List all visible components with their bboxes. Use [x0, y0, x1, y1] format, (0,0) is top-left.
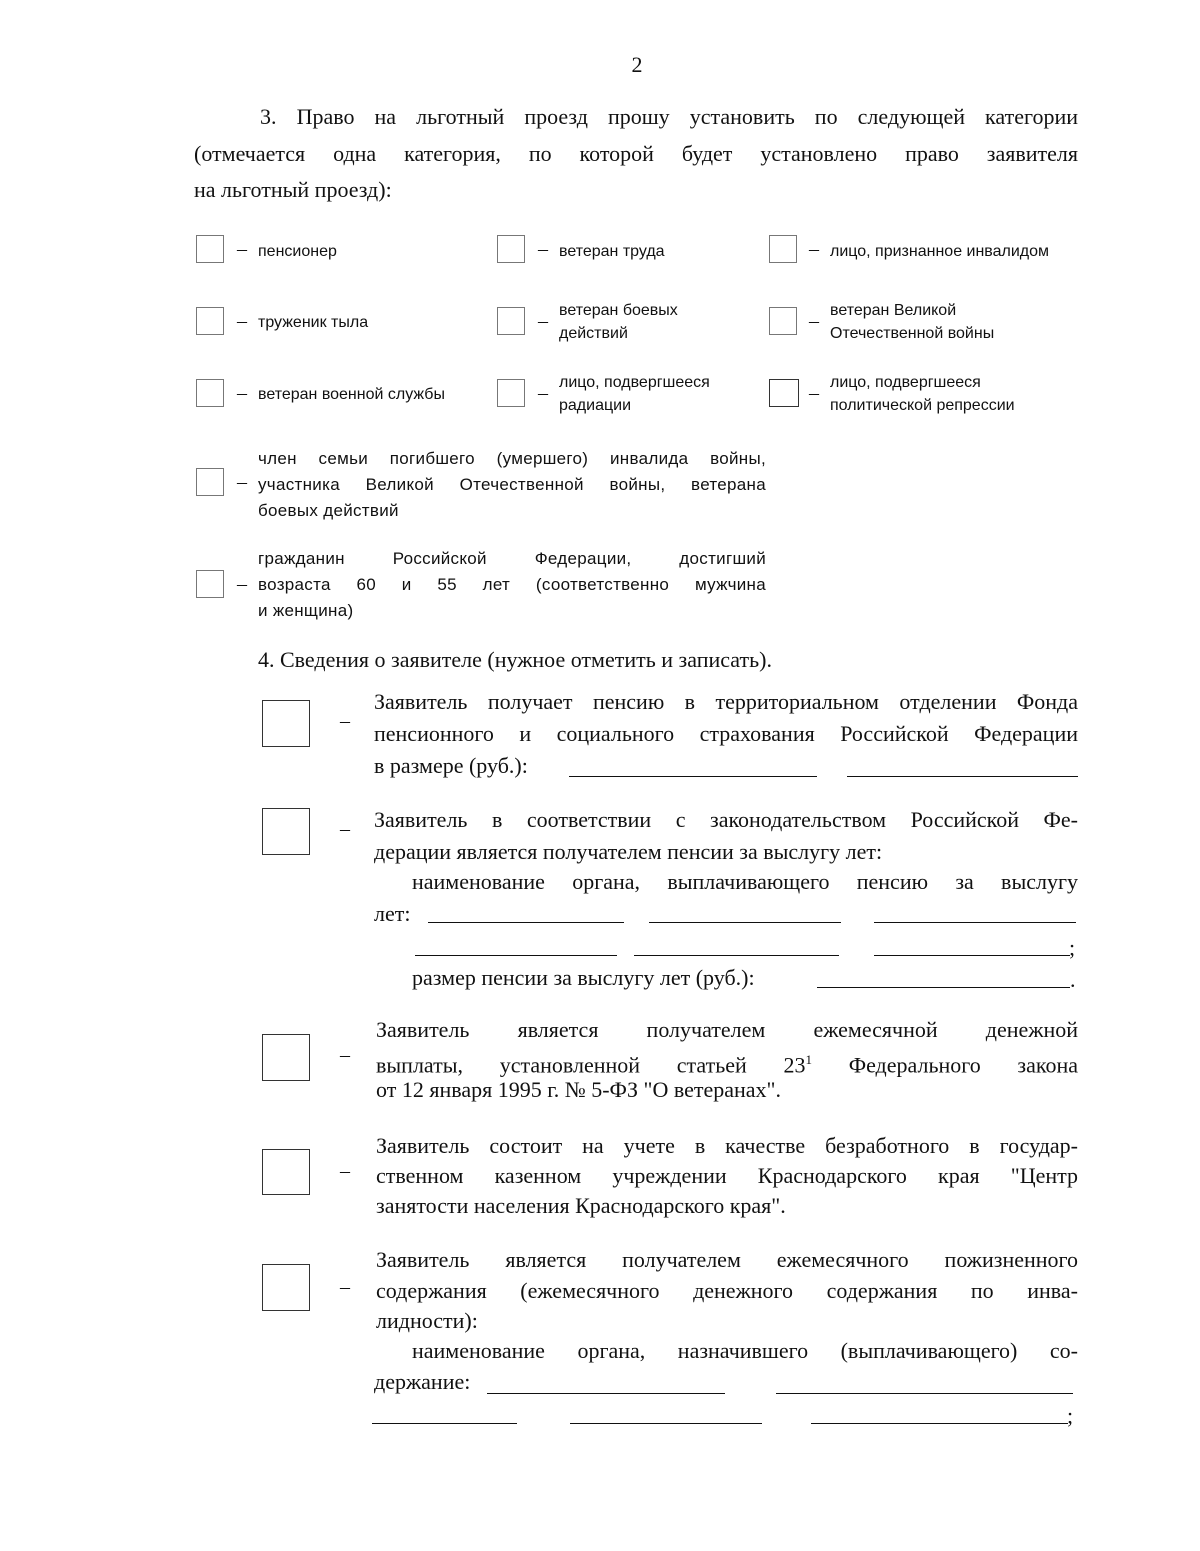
dash: – — [538, 382, 548, 404]
checkbox-combat-veteran[interactable] — [497, 307, 525, 335]
checkbox-long-service[interactable] — [262, 808, 310, 855]
checkbox-pension[interactable] — [262, 700, 310, 747]
lifetime-line2: содержания (ежемесячного денежного содержания по инва- — [376, 1278, 1078, 1303]
long-service-amount-label: размер пенсии за выслугу лет (руб.): — [412, 965, 755, 990]
dash: – — [340, 1160, 350, 1182]
section3-line2: (отмечается одна категория, по которой будет установлено право заявителя — [194, 141, 1078, 166]
checkbox-family-member[interactable] — [196, 468, 224, 496]
section4-title: 4. Сведения о заявителе (нужное отметить и записать). — [258, 647, 772, 672]
checkbox-lifetime-maintenance[interactable] — [262, 1264, 310, 1311]
long-service-org-field-4[interactable] — [415, 955, 617, 956]
checkbox-labor-veteran[interactable] — [497, 235, 525, 263]
dash: – — [809, 382, 819, 404]
long-service-org-field-6[interactable] — [874, 955, 1070, 956]
category-radiation-label-2: радиации — [559, 397, 632, 414]
category-combat-veteran-label-1: ветеран боевых — [559, 302, 678, 319]
unemployed-line3: занятости населения Краснодарского края". — [376, 1193, 786, 1218]
checkbox-monthly-payment[interactable] — [262, 1034, 310, 1081]
monthly-payment-line2a: выплаты, установленной статьей 23 — [376, 1052, 806, 1078]
category-combat-veteran-label-2: действий — [559, 325, 628, 342]
checkbox-unemployed[interactable] — [262, 1149, 310, 1195]
dash: – — [237, 310, 247, 332]
lifetime-org-field-5[interactable] — [811, 1423, 1068, 1424]
category-repression-label-2: политической репрессии — [830, 397, 1015, 414]
section3-line1: 3. Право на льготный проезд прошу установить по следующей категории — [260, 104, 1078, 129]
dash: – — [538, 238, 548, 260]
lifetime-line3: лидности): — [376, 1308, 478, 1333]
category-family-label-3: боевых действий — [258, 501, 399, 520]
lifetime-org-field-4[interactable] — [570, 1423, 762, 1424]
pension-amount-field-2[interactable] — [847, 776, 1078, 777]
long-service-line4: лет: — [374, 901, 411, 926]
monthly-payment-line1: Заявитель является получателем ежемесячной денежной — [376, 1017, 1078, 1042]
long-service-amount-field[interactable] — [817, 987, 1070, 988]
pension-amount-field[interactable] — [569, 776, 817, 777]
category-disabled-label: лицо, признанное инвалидом — [830, 243, 1050, 260]
checkbox-home-front-worker[interactable] — [196, 307, 224, 335]
dash: – — [340, 710, 350, 732]
checkbox-disabled[interactable] — [769, 235, 797, 263]
article-superscript: 1 — [805, 1052, 812, 1067]
dash: – — [340, 1276, 350, 1298]
long-service-line3: наименование органа, выплачивающего пенсию за выслугу — [412, 869, 1078, 894]
monthly-payment-line2b: Федерального закона — [812, 1052, 1078, 1078]
dash: – — [538, 310, 548, 332]
pension-line2: пенсионного и социального страхования Российской Федерации — [374, 721, 1078, 746]
dash: – — [237, 238, 247, 260]
lifetime-org-field-3[interactable] — [372, 1423, 517, 1424]
dash: – — [340, 1044, 350, 1066]
section3-line3: на льготный проезд): — [194, 177, 392, 202]
monthly-payment-line3: от 12 января 1995 г. № 5-ФЗ "О ветеранах". — [376, 1077, 782, 1102]
long-service-line1: Заявитель в соответствии с законодательством Российской Фе- — [374, 807, 1078, 832]
checkbox-citizen-age[interactable] — [196, 570, 224, 598]
lifetime-semicolon: ; — [1067, 1403, 1074, 1428]
category-family-label-1: член семьи погибшего (умершего) инвалида войны, — [258, 449, 766, 468]
lifetime-org-field-2[interactable] — [776, 1393, 1073, 1394]
category-home-front-worker-label: труженик тыла — [258, 314, 369, 331]
lifetime-line5: держание: — [374, 1369, 471, 1394]
dash: – — [809, 310, 819, 332]
category-pensioner-label: пенсионер — [258, 243, 337, 260]
pension-line1: Заявитель получает пенсию в территориальном отделении Фонда — [374, 689, 1078, 714]
long-service-period: . — [1070, 967, 1076, 992]
category-radiation-label-1: лицо, подвергшееся — [559, 374, 710, 391]
dash: – — [237, 471, 247, 493]
dash: – — [237, 573, 247, 595]
checkbox-radiation[interactable] — [497, 379, 525, 407]
category-wwii-veteran-label-1: ветеран Великой — [830, 302, 957, 319]
long-service-org-field-1[interactable] — [428, 922, 624, 923]
checkbox-military-veteran[interactable] — [196, 379, 224, 407]
dash: – — [809, 238, 819, 260]
long-service-line2: дерации является получателем пенсии за выслугу лет: — [374, 839, 883, 864]
lifetime-org-field-1[interactable] — [487, 1393, 725, 1394]
category-citizen-label-3: и женщина) — [258, 601, 354, 620]
category-citizen-label-1: гражданин Российской Федерации, достигший — [258, 549, 766, 568]
category-repression-label-1: лицо, подвергшееся — [830, 374, 981, 391]
dash: – — [237, 382, 247, 404]
page-number: 2 — [631, 52, 643, 77]
lifetime-line4: наименование органа, назначившего (выплачивающего) со- — [412, 1338, 1078, 1363]
category-family-label-2: участника Великой Отечественной войны, ветерана — [258, 475, 766, 494]
lifetime-line1: Заявитель является получателем ежемесячного пожизненного — [376, 1247, 1078, 1272]
category-labor-veteran-label: ветеран труда — [559, 243, 665, 260]
long-service-semicolon: ; — [1069, 935, 1076, 960]
category-wwii-veteran-label-2: Отечественной войны — [830, 325, 995, 342]
dash: – — [340, 818, 350, 840]
pension-line3: в размере (руб.): — [374, 753, 528, 778]
checkbox-pensioner[interactable] — [196, 235, 224, 263]
checkbox-wwii-veteran[interactable] — [769, 307, 797, 335]
category-citizen-label-2: возраста 60 и 55 лет (соответственно мужчина — [258, 575, 766, 594]
long-service-org-field-2[interactable] — [649, 922, 841, 923]
unemployed-line1: Заявитель состоит на учете в качестве безработного в государ- — [376, 1133, 1078, 1158]
long-service-org-field-5[interactable] — [634, 955, 839, 956]
unemployed-line2: ственном казенном учреждении Краснодарского края "Центр — [376, 1163, 1078, 1188]
long-service-org-field-3[interactable] — [874, 922, 1076, 923]
checkbox-repression[interactable] — [769, 379, 799, 407]
category-military-veteran-label: ветеран военной службы — [258, 386, 445, 403]
